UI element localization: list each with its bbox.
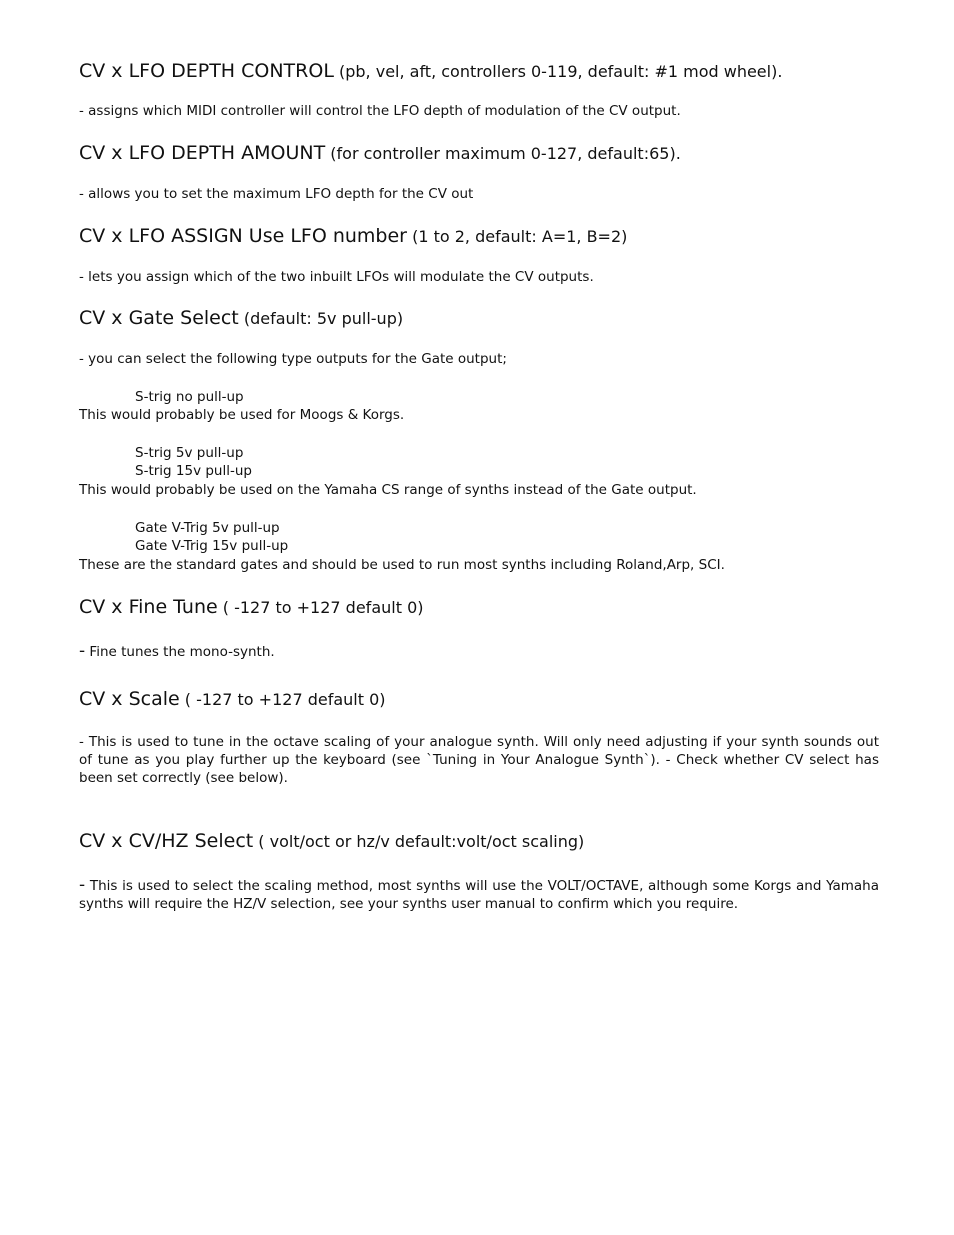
heading-title: CV x CV/HZ Select [79, 830, 254, 852]
heading-scale [79, 687, 386, 712]
gate-option: S-trig 5v pull-up [135, 445, 244, 461]
gate-option-note: This would probably be used on the Yamaha CS range of synths instead of the Gate output. [79, 482, 697, 498]
gate-option-note: This would probably be used for Moogs & Korgs. [79, 407, 405, 423]
gate-option: S-trig no pull-up [135, 389, 244, 405]
heading-title: CV x Gate Select [79, 307, 239, 329]
heading-lfo-depth-control [79, 59, 782, 84]
description-dash: - [79, 641, 86, 661]
heading-title: CV x LFO ASSIGN Use LFO number [79, 225, 407, 247]
description-gate-select: - you can select the following type outputs for the Gate output; [79, 351, 507, 367]
description-scale: - This is used to tune in the octave scaling of your analogue synth. Will only need adjusting if your synth sounds out of tune as you play further up the keyboard (see `Tuning in Your Analogue Synth`). - Check whether CV select has been set correctly (see below). [79, 734, 879, 786]
description-dash: - [79, 875, 86, 895]
heading-title: CV x Fine Tune [79, 596, 218, 618]
description-lfo-depth-amount: - allows you to set the maximum LFO depth for the CV out [79, 186, 474, 202]
heading-title: CV x Scale [79, 688, 180, 710]
description-lfo-assign: - lets you assign which of the two inbuilt LFOs will modulate the CV outputs. [79, 269, 594, 285]
heading-lfo-assign [79, 224, 627, 249]
heading-cv-hz-select [79, 829, 584, 854]
gate-option: Gate V-Trig 5v pull-up [135, 520, 280, 536]
gate-option-note: These are the standard gates and should be used to run most synths including Roland,Arp, SCI. [79, 557, 725, 573]
heading-gate-select [79, 306, 403, 331]
description-cv-hz-select [79, 876, 879, 913]
description-text: This is used to select the scaling method, most synths will use the VOLT/OCTAVE, although some Korgs and Yamaha synths will require the HZ/V selection, see your synths user manual to confirm which you require. [79, 878, 879, 912]
gate-option: S-trig 15v pull-up [135, 463, 252, 479]
heading-params: ( volt/oct or hz/v default:volt/oct scaling) [253, 832, 585, 851]
heading-title: CV x LFO DEPTH AMOUNT [79, 142, 326, 164]
gate-option: Gate V-Trig 15v pull-up [135, 538, 289, 554]
heading-params: ( -127 to +127 default 0) [217, 598, 424, 617]
heading-params: (for controller maximum 0-127, default:65). [325, 144, 681, 163]
heading-fine-tune [79, 595, 423, 620]
description-fine-tune [79, 642, 275, 661]
heading-params: (1 to 2, default: A=1, B=2) [407, 227, 628, 246]
heading-params: (default: 5v pull-up) [238, 309, 404, 328]
description-text: Fine tunes the mono-synth. [85, 644, 275, 660]
heading-lfo-depth-amount [79, 141, 681, 166]
heading-params: ( -127 to +127 default 0) [179, 690, 386, 709]
description-lfo-depth-control: - assigns which MIDI controller will control the LFO depth of modulation of the CV output. [79, 103, 681, 119]
heading-params: (pb, vel, aft, controllers 0-119, default: #1 mod wheel). [333, 62, 783, 81]
heading-title: CV x LFO DEPTH CONTROL [79, 60, 334, 82]
